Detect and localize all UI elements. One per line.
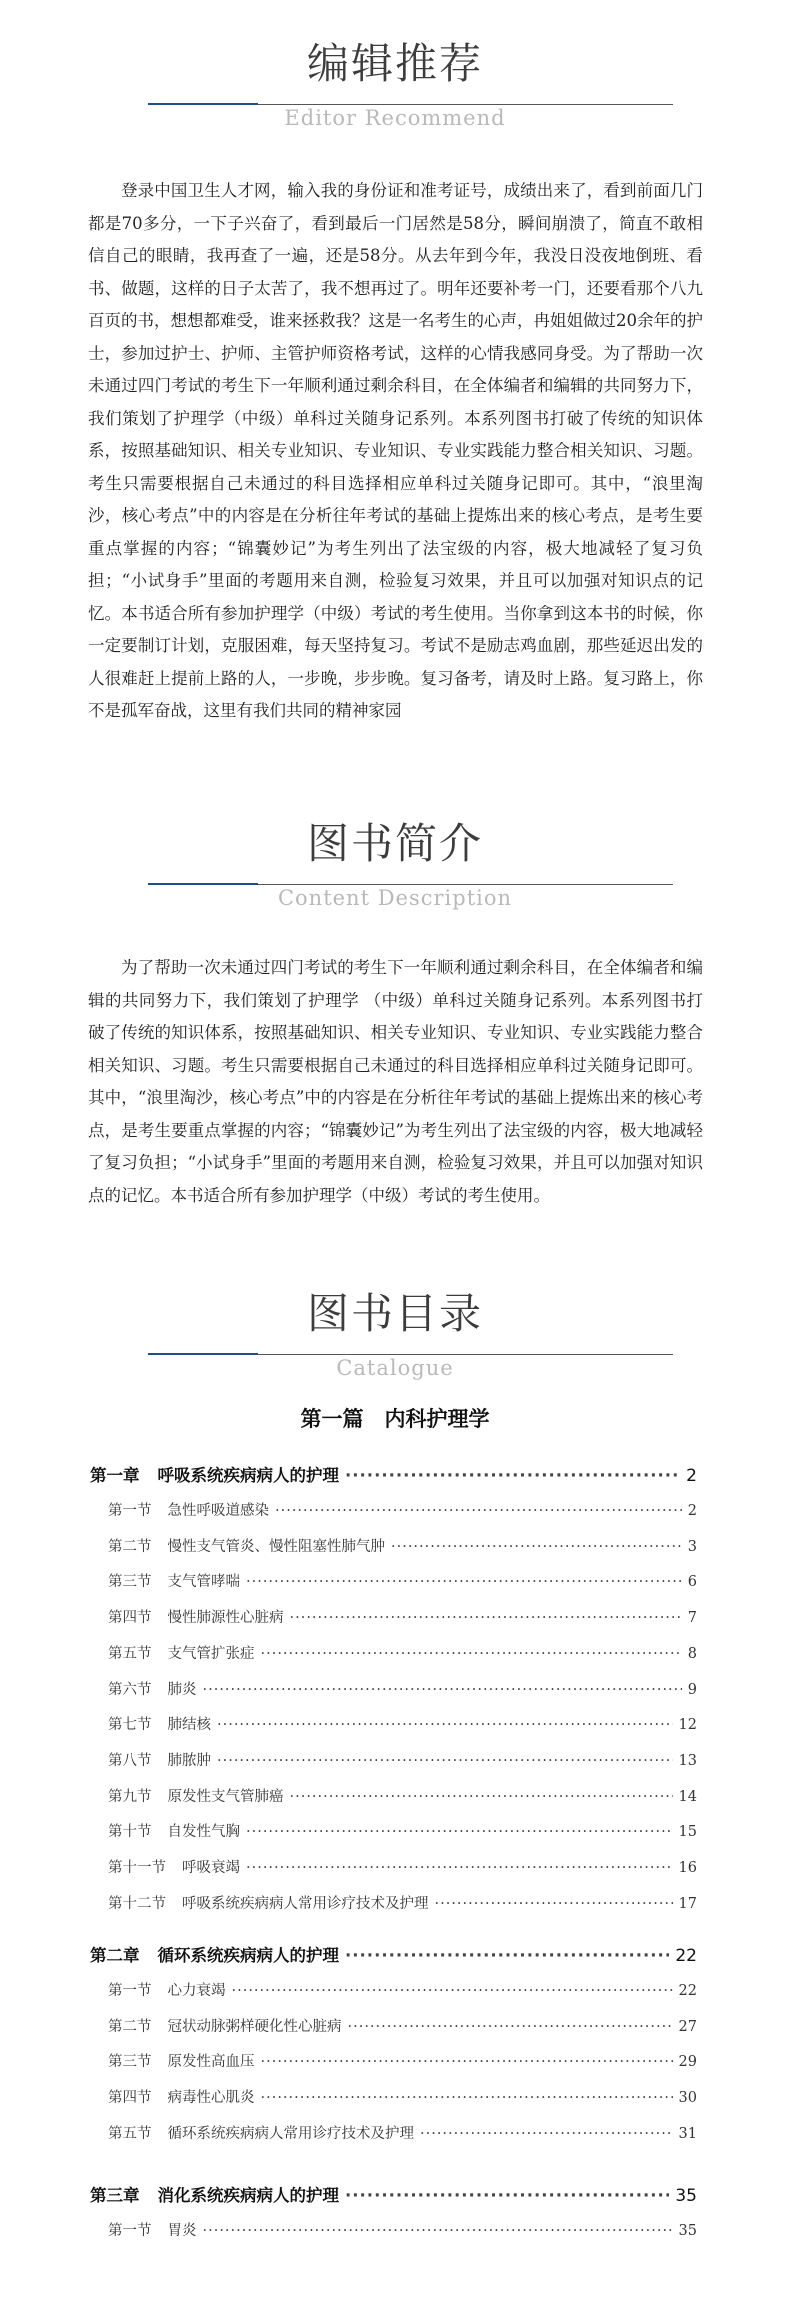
toc-entry-number: 第一章 [90,1466,140,1485]
toc-section-entry [108,2219,697,2240]
toc-section-entry [108,2015,697,2036]
catalogue-header [0,1288,790,1398]
toc-leader-dots [435,1896,673,1912]
toc-page-number: 12 [678,1717,697,1734]
toc-chapter-entry [90,1462,697,1486]
toc-leader-dots [203,2223,673,2239]
toc-entry-number: 第三节 [108,1574,152,1591]
toc-chapter-entry [90,1942,697,1966]
toc-page-number: 22 [675,1946,697,1966]
toc-section-entry [108,2050,697,2071]
toc-leader-dots [203,1682,682,1698]
toc-leader-dots [345,1946,669,1965]
toc-entry-title: 消化系统疾病病人的护理 [157,2186,339,2205]
toc-leader-dots [345,1466,680,1485]
toc-section-entry [108,1570,697,1591]
content-description-title: 图书简介 [306,819,483,868]
toc-entry-title: 肺脓肿 [167,1752,211,1769]
toc-leader-dots [246,1824,673,1840]
toc-entry-title: 慢性肺源性心脏病 [167,1610,284,1627]
toc-page-number: 15 [678,1824,697,1841]
toc-entry-title: 呼吸系统疾病病人常用诊疗技术及护理 [182,1895,429,1912]
toc-section-entry [108,1749,697,1770]
toc-section-entry [108,1606,697,1627]
toc-entry-title: 慢性支气管炎、慢性阻塞性肺气肿 [167,1538,385,1555]
toc-entry-number: 第九节 [108,1788,152,1805]
toc-leader-dots [246,1860,673,1876]
editor-recommend-subtitle: Editor Recommend [284,106,506,130]
content-description-paragraph: 为了帮助一次未通过四门考试的考生下一年顺利通过剩余科目，在全体编者和编辑的共同努力下，我们策划了护理学 （中级）单科过关随身记系列。本系列图书打破了传统的知识体系，按照基础知识、相关专业知识、专业知识、专业实践能力整合相关知识、习题。考生只需要根据自己未通过的科目选择相应单科过关随身记即可。其中，“浪里淘沙，核心考点”中的内容是在分析往年考试的基础上提炼出来的核心考点，是考生要重点掌握的内容；“锦囊妙记”为考生列出了法宝级的内容，极大地减轻了复习负担；“小试身手”里面的考题用来自测，检验复习效果，并且可以加强对知识点的记忆。本书适合所有参加护理学（中级）考试的考生使用。 [88,958,703,1205]
toc-section-entry [108,1785,697,1806]
toc-page-number: 9 [687,1681,697,1698]
content-description-header [0,818,790,928]
toc-section-entry [108,1856,697,1877]
divider-accent [148,883,258,885]
toc-page-number: 35 [678,2223,697,2239]
content-description-subtitle: Content Description [277,886,513,910]
toc-leader-dots [275,1503,682,1519]
toc-leader-dots [290,1789,673,1805]
toc-entry-title: 自发性气胸 [167,1824,240,1841]
toc-entry-title: 冠状动脉粥样硬化性心脏病 [167,2018,342,2035]
toc-leader-dots [345,2186,669,2205]
toc-leader-dots [232,1983,673,1999]
editor-recommend-paragraph: 登录中国卫生人才网，输入我的身份证和准考证号，成绩出来了，看到前面几门都是70多分，一下子兴奋了，看到最后一门居然是58分，瞬间崩溃了，简直不敢相信自己的眼睛，我再查了一遍，还是58分。从去年到今年，我没日没夜地倒班、看书、做题，这样的日子太苦了，我不想再过了。明年还要补考一门，还要看那个八九百页的书，想想都难受，谁来拯救我？这是一名考生的心声，冉姐姐做过20余年的护士，参加过护士、护师、主管护师资格考试，这样的心情我感同身受。为了帮助一次未通过四门考试的考生下一年顺利通过剩余科目，在全体编者和编辑的共同努力下，我们策划了护理学（中级）单科过关随身记系列。本系列图书打破了传统的知识体系，按照基础知识、相关专业知识、专业知识、专业实践能力整合相关知识、习题。考生只需要根据自己未通过的科目选择相应单科过关随身记即可。其中，“浪里淘沙，核心考点”中的内容是在分析往年考试的基础上提炼出来的核心考点，是考生要重点掌握的内容；“锦囊妙记”为考生列出了法宝级的内容，极大地减轻了复习负担；“小试身手”里面的考题用来自测，检验复习效果，并且可以加强对知识点的记忆。本书适合所有参加护理学（中级）考试的考生使用。当你拿到这本书的时候，你一定要制订计划，克服困难，每天坚持复习。考试不是励志鸡血剧，那些延迟出发的人很难赶上提前上路的人，一步晚，步步晚。复习备考，请及时上路。复习路上，你不是孤军奋战，这里有我们共同的精神家园 [88,181,703,720]
toc-page-number: 2 [686,1466,697,1486]
divider-accent [148,103,258,105]
toc-page-number: 7 [687,1610,697,1627]
toc-entry-title: 循环系统疾病病人的护理 [157,1946,339,1965]
toc-entry-title: 肺结核 [167,1717,211,1734]
toc-page-number: 17 [678,1895,697,1912]
toc-leader-dots [261,2054,673,2070]
toc-leader-dots [348,2019,673,2035]
toc-entry-number: 第五节 [108,1645,152,1662]
toc-entry-number: 第二节 [108,2018,152,2035]
toc-page-number: 27 [678,2018,697,2035]
toc-leader-dots [261,2090,673,2106]
toc-leader-dots [290,1610,682,1626]
toc-leader-dots [261,1646,682,1662]
toc-page-number: 6 [687,1574,697,1591]
toc-entry-number: 第一节 [108,1503,152,1519]
toc-page-number: 22 [678,1983,697,1999]
toc-entry-number: 第六节 [108,1681,152,1698]
toc-page-number: 31 [678,2125,697,2142]
toc-entry-title: 急性呼吸道感染 [167,1503,269,1519]
toc-entry-number: 第四节 [108,1610,152,1627]
toc-page-number: 3 [687,1538,697,1555]
toc-entry-number: 第二章 [90,1946,140,1965]
toc-entry-number: 第十一节 [108,1860,166,1876]
toc-entry-number: 第十二节 [108,1895,166,1912]
toc-page-number: 16 [678,1860,697,1876]
toc-section-entry [108,1678,697,1699]
toc-entry-title: 病毒性心肌炎 [167,2090,255,2107]
toc-entry-number: 第一节 [108,1983,152,1999]
toc-page-number: 30 [678,2090,697,2107]
toc-page-number: 13 [678,1752,697,1769]
toc-leader-dots [391,1539,682,1555]
editor-recommend-header [0,38,790,148]
toc-entry-title: 呼吸衰竭 [182,1860,240,1876]
part-title: 第一篇 内科护理学 [300,1407,490,1431]
toc-section-entry [108,1979,697,2000]
toc-page-number: 29 [678,2054,697,2071]
catalogue-title: 图书目录 [306,1289,483,1338]
toc-entry-number: 第十节 [108,1824,152,1841]
toc-section-entry [108,1642,697,1663]
toc-entry-title: 呼吸系统疾病病人的护理 [157,1466,339,1485]
toc-chapter-entry [90,2182,697,2206]
toc-entry-title: 原发性支气管肺癌 [167,1788,284,1805]
toc-page-number: 14 [678,1788,697,1805]
toc-leader-dots [246,1574,682,1590]
toc-entry-title: 支气管哮喘 [167,1574,240,1591]
toc-entry-number: 第一节 [108,2223,152,2239]
toc-page-number: 2 [687,1503,697,1519]
toc-entry-title: 肺炎 [167,1681,197,1698]
editor-recommend-title: 编辑推荐 [306,39,483,88]
toc-entry-number: 第三章 [90,2186,140,2205]
toc-entry-title: 心力衰竭 [167,1983,226,1999]
toc-section-entry [108,1820,697,1841]
toc-section-entry [108,2122,697,2143]
toc-entry-number: 第八节 [108,1752,152,1769]
toc-section-entry [108,1713,697,1734]
toc-leader-dots [420,2126,673,2142]
toc-leader-dots [217,1717,673,1733]
toc-entry-title: 循环系统疾病病人常用诊疗技术及护理 [167,2125,414,2142]
toc-section-entry [108,1892,697,1913]
toc-entry-number: 第七节 [108,1717,152,1734]
toc-entry-title: 胃炎 [167,2223,197,2239]
catalogue-subtitle: Catalogue [336,1356,454,1380]
toc-page-number: 8 [687,1645,697,1662]
toc-entry-title: 原发性高血压 [167,2054,255,2071]
toc-section-entry [108,2086,697,2107]
toc-entry-title: 支气管扩张症 [167,1645,255,1662]
toc-page-number: 35 [675,2186,697,2206]
toc-leader-dots [217,1753,673,1769]
toc-entry-number: 第五节 [108,2125,152,2142]
toc-section-entry [108,1499,697,1520]
toc-entry-number: 第三节 [108,2054,152,2071]
toc-entry-number: 第四节 [108,2090,152,2107]
divider-accent [148,1353,258,1355]
toc-entry-number: 第二节 [108,1538,152,1555]
toc-section-entry [108,1535,697,1556]
